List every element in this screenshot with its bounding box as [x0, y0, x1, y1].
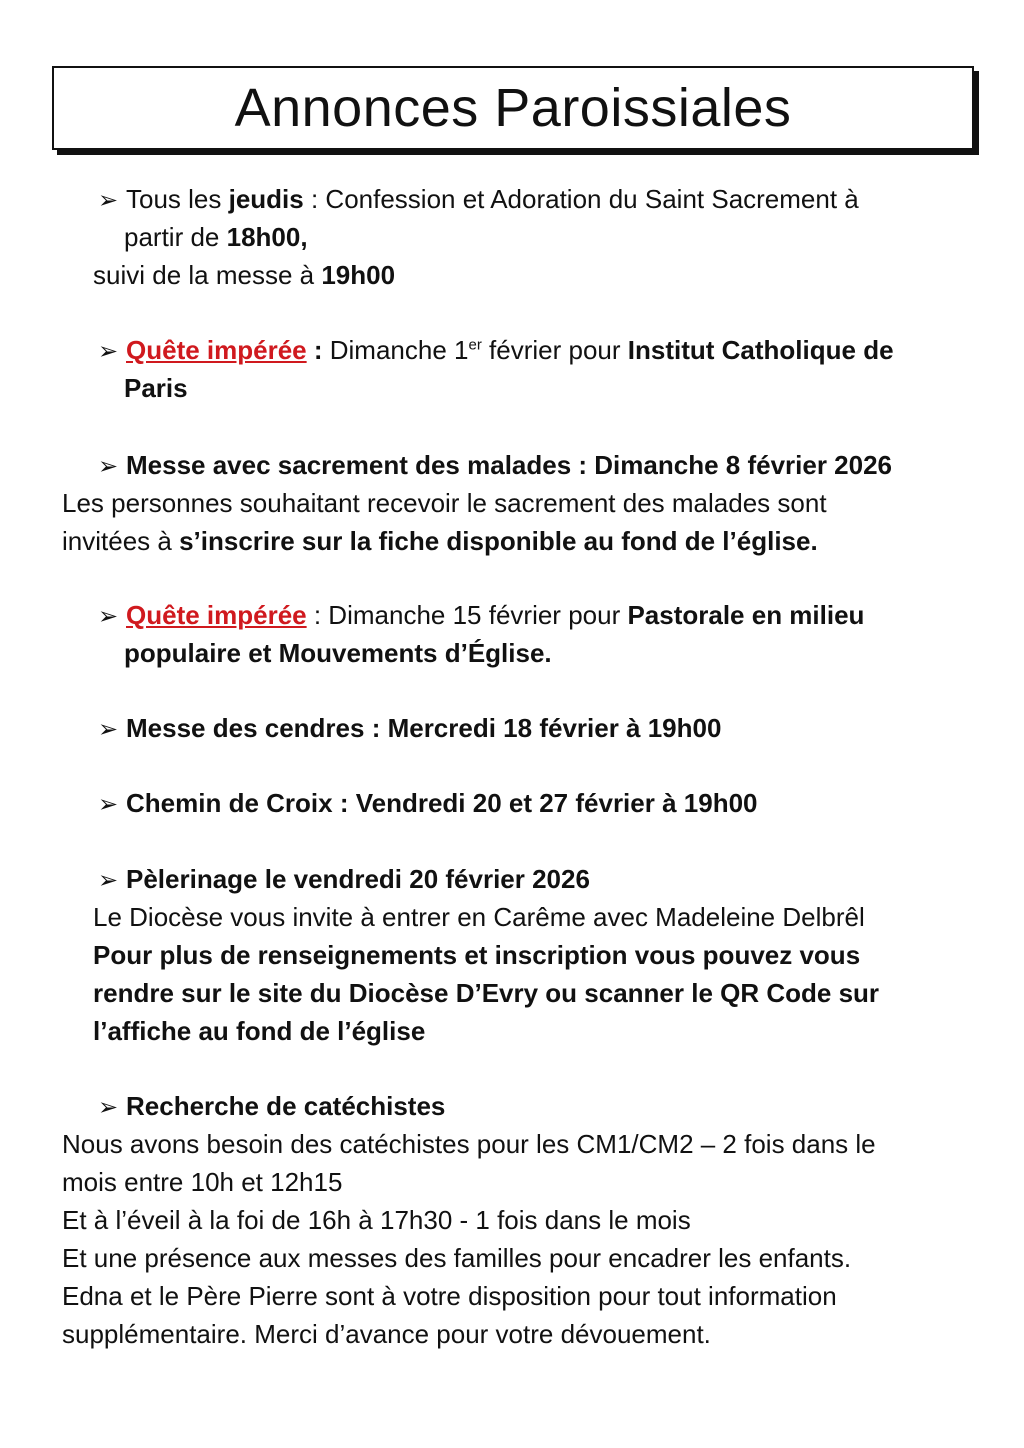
arrow-bullet-icon: ➢: [98, 338, 119, 365]
item-quete2-line-2: populaire et Mouvements d’Église.: [124, 638, 552, 668]
arrow-bullet-icon: ➢: [98, 791, 119, 818]
item-catechistes-line-3: mois entre 10h et 12h15: [62, 1167, 343, 1197]
item-catechistes-heading: ➢ Recherche de catéchistes: [98, 1091, 446, 1121]
arrow-bullet-icon: ➢: [98, 187, 119, 214]
item-catechistes-line-6: Edna et le Père Pierre sont à votre disposition pour tout information: [62, 1281, 837, 1311]
item-quete2-line-1: ➢ Quête impérée : Dimanche 15 février pour Pastorale en milieu: [98, 600, 865, 630]
item-catechistes-line-5: Et une présence aux messes des familles pour encadrer les enfants.: [62, 1243, 852, 1273]
item-catechistes-line-4: Et à l’éveil à la foi de 16h à 17h30 - 1 fois dans le mois: [62, 1205, 691, 1235]
item-malades-line-3: invitées à s’inscrire sur la fiche disponible au fond de l’église.: [62, 526, 818, 556]
item-malades-heading: ➢ Messe avec sacrement des malades : Dimanche 8 février 2026: [98, 450, 893, 480]
item-pelerinage-line-3: Pour plus de renseignements et inscription vous pouvez vous: [93, 940, 861, 970]
item-quete1-line-2: Paris: [124, 373, 188, 403]
arrow-bullet-icon: ➢: [98, 716, 119, 743]
item-pelerinage-heading: ➢ Pèlerinage le vendredi 20 février 2026: [98, 864, 590, 894]
arrow-bullet-icon: ➢: [98, 603, 119, 630]
title-box: [52, 66, 974, 150]
item-quete1-line-1: ➢ Quête impérée : Dimanche 1er février pour Institut Catholique de: [98, 335, 894, 365]
item-catechistes-line-2: Nous avons besoin des catéchistes pour les CM1/CM2 – 2 fois dans le: [62, 1129, 876, 1159]
item-jeudis-line-3: suivi de la messe à 19h00: [93, 260, 396, 290]
item-cendres-heading: ➢ Messe des cendres : Mercredi 18 février à 19h00: [98, 713, 722, 743]
item-pelerinage-line-5: l’affiche au fond de l’église: [93, 1016, 426, 1046]
quete-label: Quête impérée: [126, 335, 307, 365]
item-pelerinage-line-2: Le Diocèse vous invite à entrer en Carême avec Madeleine Delbrêl: [93, 902, 865, 932]
item-croix-heading: ➢ Chemin de Croix : Vendredi 20 et 27 février à 19h00: [98, 788, 758, 818]
item-catechistes-line-7: supplémentaire. Merci d’avance pour votre dévouement.: [62, 1319, 711, 1349]
arrow-bullet-icon: ➢: [98, 1094, 119, 1121]
arrow-bullet-icon: ➢: [98, 867, 119, 894]
item-pelerinage-line-4: rendre sur le site du Diocèse D’Evry ou scanner le QR Code sur: [93, 978, 880, 1008]
item-malades-line-2: Les personnes souhaitant recevoir le sacrement des malades sont: [62, 488, 827, 518]
quete-label: Quête impérée: [126, 600, 307, 630]
item-jeudis-line-1: ➢ Tous les jeudis : Confession et Adoration du Saint Sacrement à: [98, 184, 859, 214]
item-jeudis-line-2: partir de 18h00,: [124, 222, 308, 252]
arrow-bullet-icon: ➢: [98, 453, 119, 480]
page-title: Annonces Paroissiales: [234, 78, 792, 138]
